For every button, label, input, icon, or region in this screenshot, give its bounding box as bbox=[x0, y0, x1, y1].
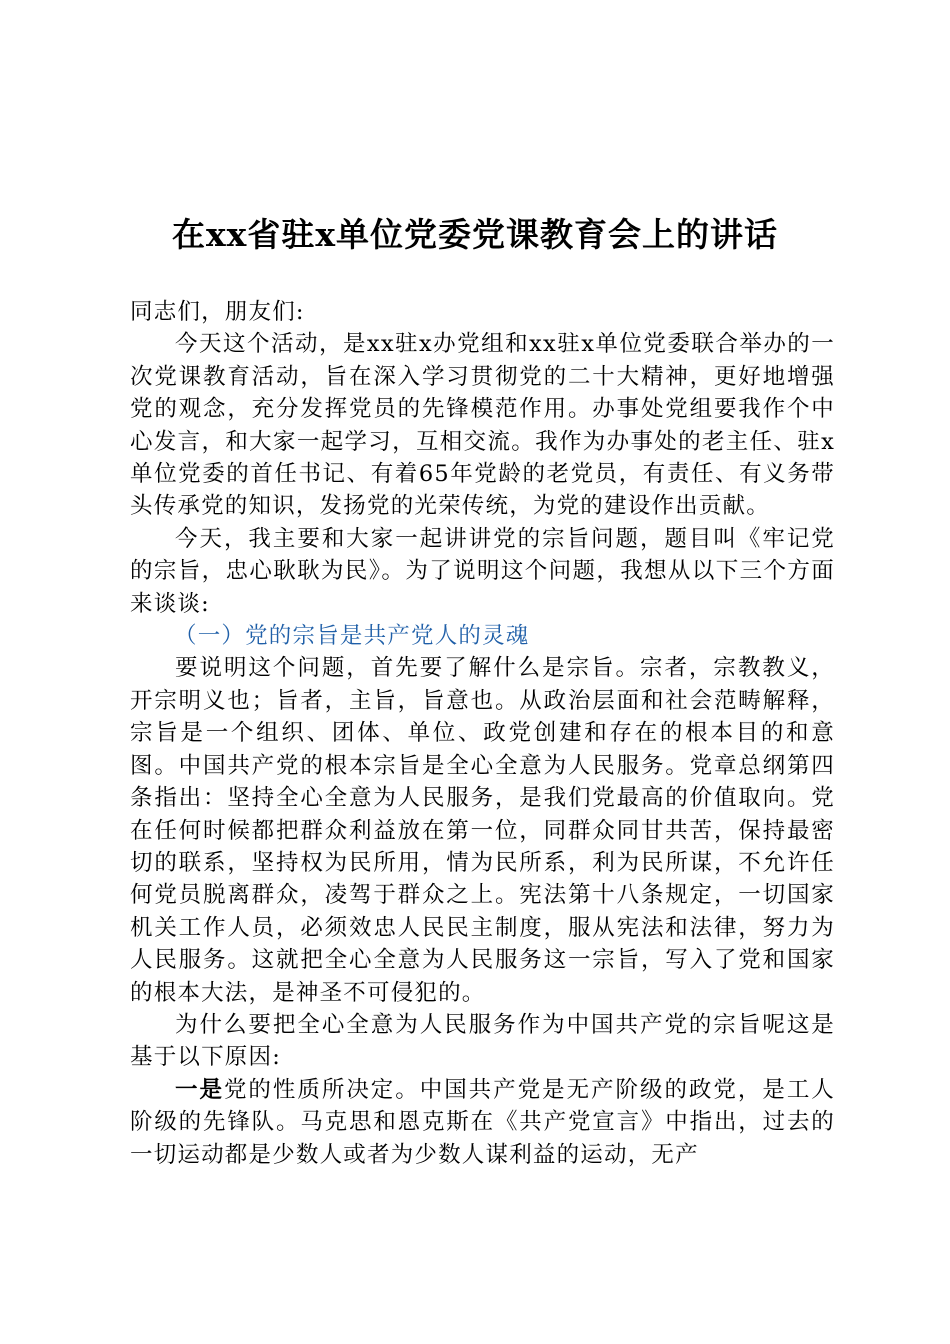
paragraph-opening: 今天这个活动，是xx驻x办党组和xx驻x单位党委联合举办的一次党课教育活动，旨在深入学习贯彻党的二十大精神，更好地增强党的观念，充分发挥党员的先锋模范作用。办事处党组要我作个中心发言，和大家一起学习，互相交流。我作为办事处的老主任、驻x单位党委的首任书记、有着65年党龄的老党员，有责任、有义务带头传承党的知识，发扬党的光荣传统，为党的建设作出贡献。 bbox=[130, 331, 835, 520]
reason-lead: 一是 bbox=[175, 1076, 224, 1103]
paragraph-topic: 今天，我主要和大家一起讲讲党的宗旨问题，题目叫《牢记党的宗旨，忠心耿耿为民》。为了说明这个问题，我想从以下三个方面来谈谈: bbox=[130, 525, 835, 617]
paragraph-question: 为什么要把全心全意为人民服务作为中国共产党的宗旨呢这是基于以下原因: bbox=[130, 1011, 835, 1071]
document-title: 在xx省驻x单位党委党课教育会上的讲话 bbox=[171, 215, 779, 254]
paragraph-reason-one bbox=[130, 1074, 835, 1171]
document-body bbox=[130, 296, 835, 1171]
salutation: 同志们，朋友们: bbox=[130, 299, 305, 325]
reason-text: 党的性质所决定。中国共产党是无产阶级的政党，是工人阶级的先锋队。马克思和恩克斯在《共产党宣言》中指出，过去的一切运动都是少数人或者为少数人谋利益的运动，无产 bbox=[130, 1076, 835, 1168]
section-heading: （一）党的宗旨是共产党人的灵魂 bbox=[174, 623, 530, 650]
paragraph-definition: 要说明这个问题，首先要了解什么是宗旨。宗者，宗教教义，开宗明义也；旨者，主旨，旨意也。从政治层面和社会范畴解释，宗旨是一个组织、团体、单位、政党创建和存在的根本目的和意图。中国共产党的根本宗旨是全心全意为人民服务。党章总纲第四条指出：坚持全心全意为人民服务，是我们党最高的价值取向。党在任何时候都把群众利益放在第一位，同群众同甘共苦，保持最密切的联系，坚持权为民所用，情为民所系，利为民所谋，不允许任何党员脱离群众，凌驾于群众之上。宪法第十八条规定，一切国家机关工作人员，必须效忠人民民主制度，服从宪法和法律，努力为人民服务。这就把全心全意为人民服务这一宗旨，写入了党和国家的根本大法，是神圣不可侵犯的。 bbox=[130, 655, 835, 1006]
